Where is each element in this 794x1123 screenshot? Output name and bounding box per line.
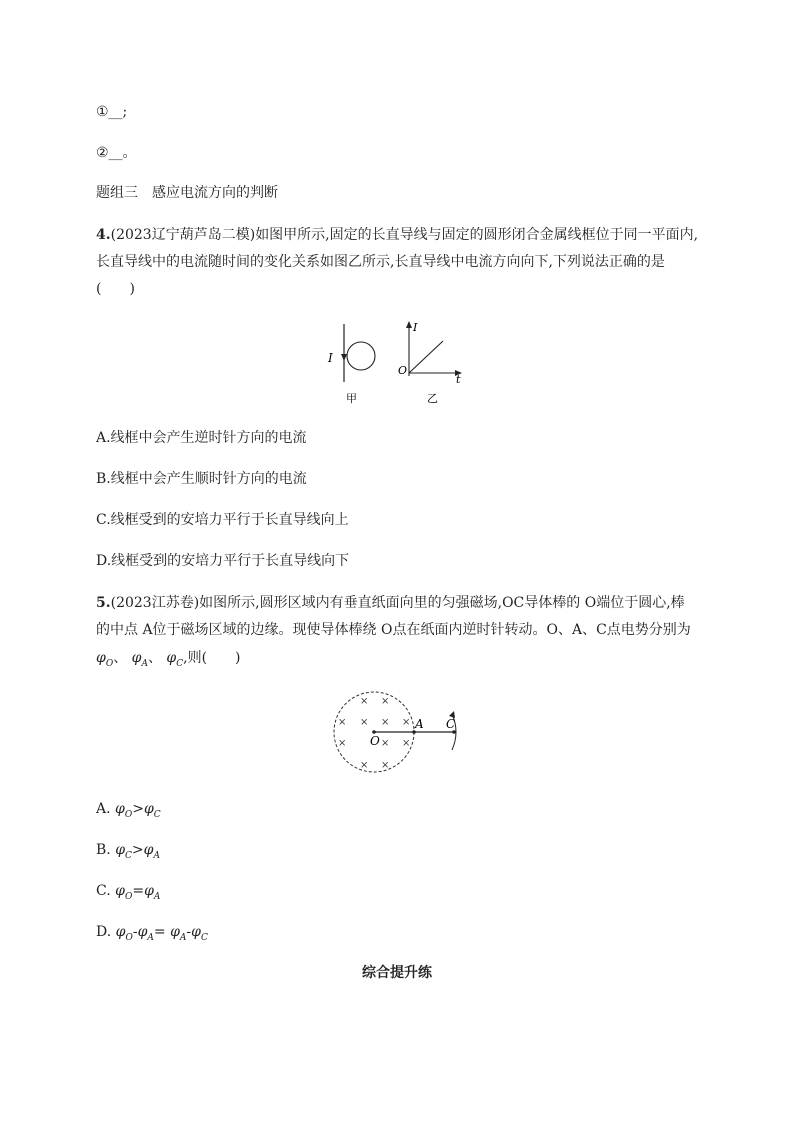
cross-mark: × bbox=[381, 760, 390, 771]
option-4b: B.线框中会产生顺时针方向的电流 bbox=[96, 471, 307, 487]
phi-symbol: φ bbox=[143, 842, 154, 858]
question-5-tail: ,则( ) bbox=[183, 650, 241, 666]
phi-symbol: φ bbox=[143, 801, 154, 817]
sub-o: O bbox=[125, 932, 133, 943]
axis-label-i: I bbox=[413, 321, 418, 334]
question-4-line-1 bbox=[96, 225, 698, 245]
label-c: C bbox=[446, 717, 456, 731]
answer-blank-1: ①__; bbox=[96, 104, 128, 120]
phi-symbol: φ bbox=[191, 924, 201, 940]
option-5c bbox=[96, 881, 160, 907]
origin-label: O bbox=[398, 364, 408, 377]
sub-a: A bbox=[179, 932, 187, 943]
cross-mark: × bbox=[402, 717, 411, 728]
operator: > bbox=[132, 801, 144, 817]
option-5d bbox=[96, 922, 208, 948]
footer-section-title: 综合提升练 bbox=[362, 965, 432, 981]
question-5-line-1 bbox=[96, 593, 685, 613]
sub-o: O bbox=[124, 891, 133, 902]
figure-q5 bbox=[328, 686, 468, 778]
cross-mark: × bbox=[360, 717, 369, 728]
question-text: (2023江苏卷)如图所示,圆形区域内有垂直纸面向里的匀强磁场,OC导体棒的 O端位于圆心,棒 bbox=[110, 595, 685, 611]
cross-mark: × bbox=[381, 717, 390, 728]
answer-blank-2: ②__。 bbox=[96, 145, 137, 161]
option-4d: D.线框受到的安培力平行于长直导线向下 bbox=[96, 553, 350, 569]
phi-symbol: φ bbox=[115, 842, 126, 858]
current-line bbox=[409, 341, 443, 373]
label-a: A bbox=[415, 717, 424, 731]
option-5a bbox=[96, 799, 161, 825]
operator: > bbox=[131, 842, 144, 858]
cross-mark: × bbox=[338, 717, 347, 728]
sub-a: A bbox=[147, 932, 154, 943]
question-text: 如图甲所示,固定的长直导线与固定的圆形闭合金属线框位于同一平面内, bbox=[255, 227, 699, 243]
sub-a: A bbox=[141, 658, 148, 669]
sub-c: C bbox=[153, 809, 161, 820]
figure-q4 bbox=[320, 318, 480, 408]
operator: = bbox=[153, 924, 166, 940]
option-prefix: B. bbox=[96, 842, 111, 858]
option-4c: C.线框受到的安培力平行于长直导线向上 bbox=[96, 512, 349, 528]
sub-c: C bbox=[200, 932, 208, 943]
sub-o: O bbox=[105, 658, 114, 669]
figure-caption-a: 甲 bbox=[346, 392, 357, 405]
phi-symbol: φ bbox=[131, 650, 142, 666]
operator: = bbox=[132, 883, 145, 899]
phi-symbol: φ bbox=[137, 924, 148, 940]
option-prefix: D. bbox=[96, 924, 112, 940]
cross-mark: × bbox=[381, 696, 390, 707]
sub-o: O bbox=[124, 809, 133, 820]
cross-mark: × bbox=[402, 738, 411, 749]
label-o: O bbox=[370, 734, 380, 748]
phi-symbol: φ bbox=[115, 924, 126, 940]
question-5-line-2: 的中点 A位于磁场区域的边缘。现使导体棒绕 O点在纸面内逆时针转动。O、A、C点电势分别为 bbox=[96, 622, 691, 638]
phi-symbol: φ bbox=[115, 801, 125, 817]
question-number: 5. bbox=[96, 595, 111, 611]
sub-a: A bbox=[153, 891, 161, 902]
phi-symbol: φ bbox=[170, 924, 180, 940]
cross-mark: × bbox=[360, 696, 369, 707]
figure-caption-b: 乙 bbox=[427, 392, 438, 405]
cross-mark: × bbox=[360, 760, 369, 771]
operator: - bbox=[186, 924, 192, 940]
wire-current-label: I bbox=[328, 351, 333, 365]
option-5b bbox=[96, 840, 160, 866]
sub-a: A bbox=[153, 850, 160, 861]
question-source: (2023辽宁葫芦岛二模) bbox=[110, 227, 256, 243]
question-5-line-3: $\varphi_O$、 $\varphi_A$、 $\varphi_C$,则( ) bbox=[96, 650, 241, 669]
y-axis-arrow-icon bbox=[406, 321, 412, 328]
operator: - bbox=[132, 924, 138, 940]
cross-mark: × bbox=[381, 738, 390, 749]
question-4-paren: ( ) bbox=[96, 281, 135, 297]
option-prefix: A. bbox=[96, 801, 111, 817]
option-prefix: C. bbox=[96, 883, 111, 899]
phi-symbol: φ bbox=[115, 883, 125, 899]
section-title: 题组三 感应电流方向的判断 bbox=[96, 185, 278, 201]
sub-c: C bbox=[176, 658, 184, 669]
phi-symbol: φ bbox=[144, 883, 154, 899]
metal-loop bbox=[347, 342, 375, 370]
axis-label-t: t bbox=[456, 373, 461, 386]
phi-symbol: φ bbox=[96, 650, 106, 666]
sub-c: C bbox=[125, 850, 132, 861]
question-4-line-2: 长直导线中的电流随时间的变化关系如图乙所示,长直导线中电流方向向下,下列说法正确的是 bbox=[96, 254, 665, 270]
phi-symbol: φ bbox=[166, 650, 177, 666]
current-arrow-icon bbox=[341, 354, 347, 361]
question-number: 4. bbox=[96, 227, 111, 243]
option-4a: A.线框中会产生逆时针方向的电流 bbox=[96, 430, 307, 446]
cross-mark: × bbox=[338, 738, 347, 749]
